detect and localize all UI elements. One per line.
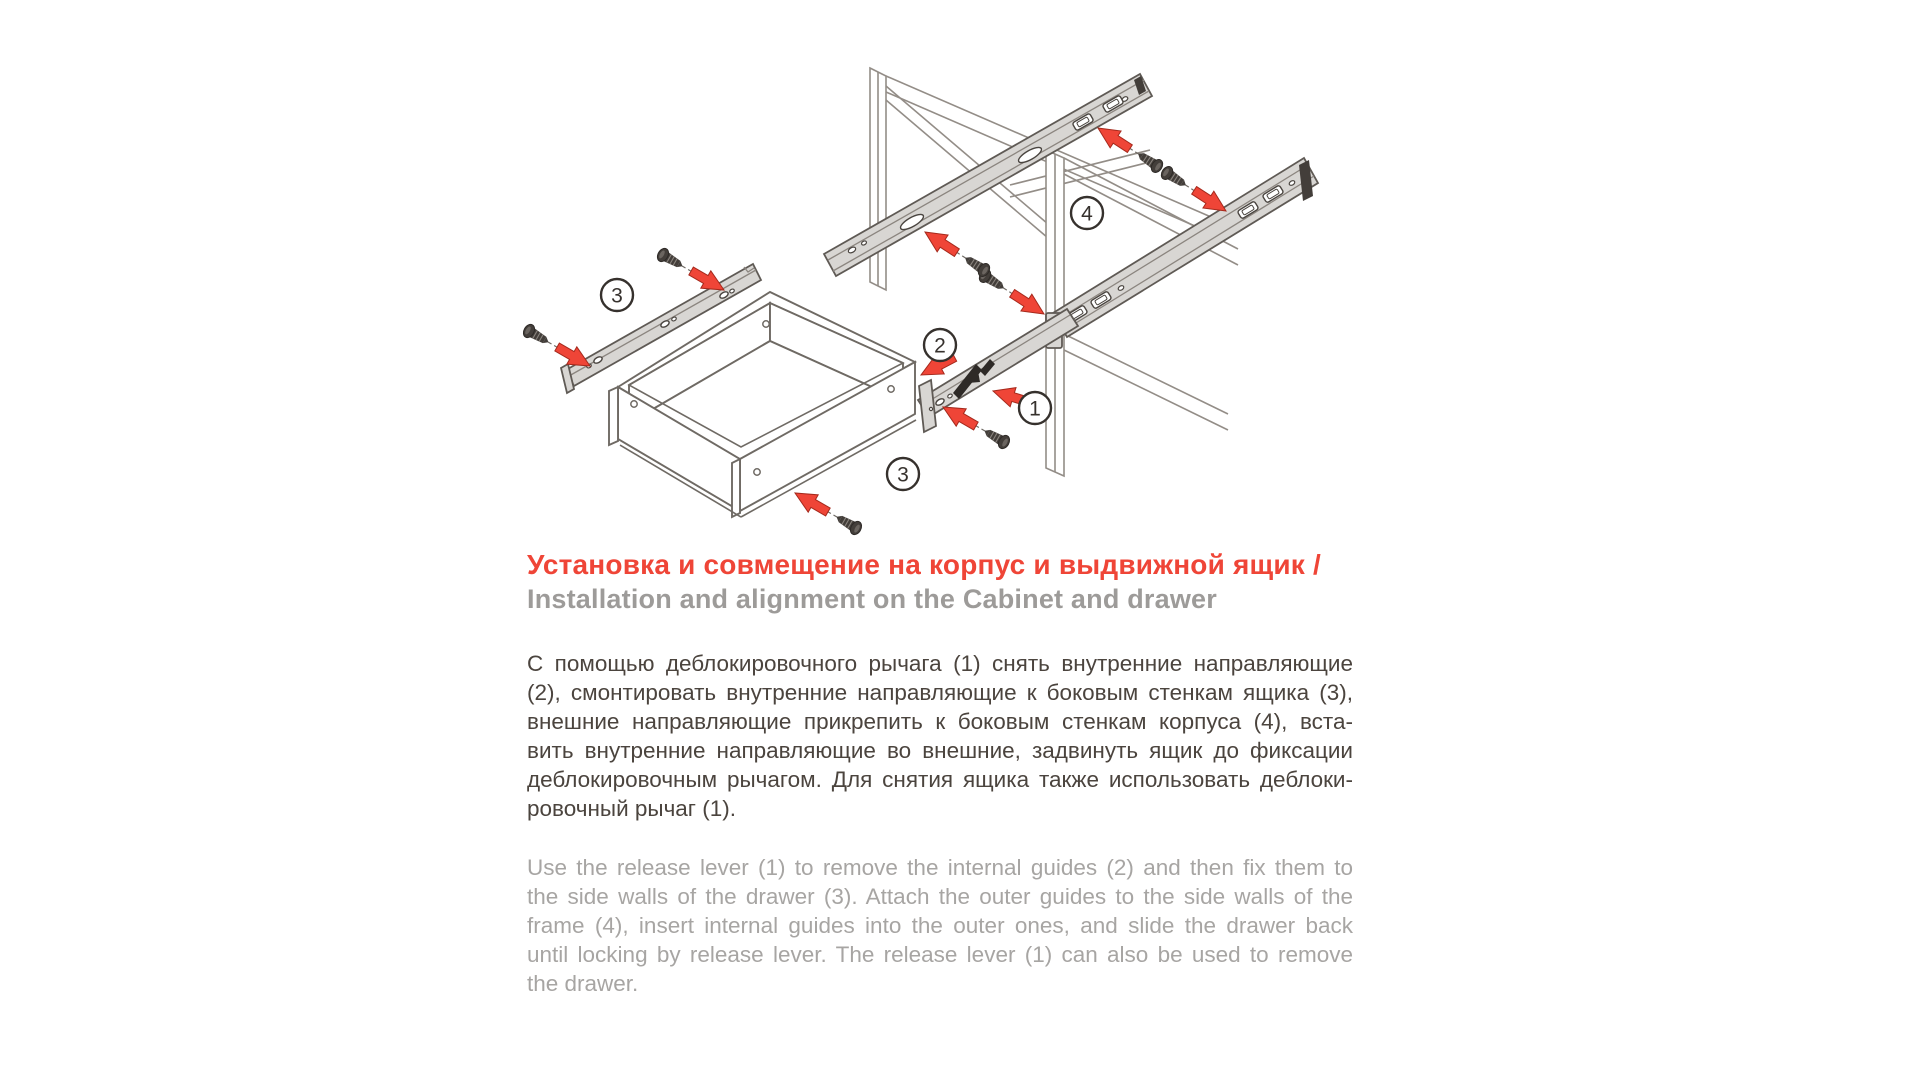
screw xyxy=(655,246,695,277)
svg-text:1: 1 xyxy=(1029,397,1041,421)
instructions-english xyxy=(527,853,1353,998)
instructions-russian xyxy=(527,649,1353,823)
callout-2-inner-guide xyxy=(924,329,956,361)
text-line: Use the release lever (1) to remove the internal guides (2) and then fix them to xyxy=(527,855,1353,880)
mounting-arrow xyxy=(1007,285,1050,322)
svg-text:3: 3 xyxy=(611,284,623,308)
mounting-arrow xyxy=(920,224,963,261)
svg-text:2: 2 xyxy=(934,334,946,358)
svg-text:3: 3 xyxy=(897,463,909,487)
text-line: until locking by release lever. The release lever (1) can also be used to remove xyxy=(527,942,1353,967)
text-line: С помощью деблокировочного рычага (1) снять внутренние направляющие xyxy=(527,651,1353,676)
screw xyxy=(521,322,561,353)
text-line: ровочный рычаг (1). xyxy=(527,796,737,821)
text-line: (2), смонтировать внутренние направляющие к боковым стенкам ящика (3), xyxy=(527,680,1353,705)
text-line: the side walls of the drawer (3). Attach the outer guides to the side walls of the xyxy=(527,884,1353,909)
callout-3-drawer xyxy=(887,458,919,490)
text-line: frame (4), insert internal guides into the outer ones, and slide the drawer back xyxy=(527,913,1353,938)
page-title-english: Installation and alignment on the Cabinet and drawer xyxy=(527,584,1217,614)
screw xyxy=(972,419,1012,450)
screw xyxy=(824,505,864,536)
page-title-russian: Установка и совмещение на корпус и выдвижной ящик / xyxy=(527,549,1321,580)
text-line: внешние направляющие прикрепить к боковым стенкам корпуса (4), вста- xyxy=(527,709,1353,734)
text-line: вить внутренние направляющие во внешние, задвинуть ящик до фиксации xyxy=(527,738,1353,763)
text-line: деблокировочным рычагом. Для снятия ящика также использовать деблоки- xyxy=(527,767,1353,792)
text-line: the drawer. xyxy=(527,971,639,996)
callout-3-left-rail xyxy=(601,279,633,311)
callout-4-cabinet-rail xyxy=(1071,197,1103,229)
mounting-arrow xyxy=(790,484,833,520)
callout-1-release-lever xyxy=(1019,392,1051,424)
svg-text:4: 4 xyxy=(1081,202,1093,226)
